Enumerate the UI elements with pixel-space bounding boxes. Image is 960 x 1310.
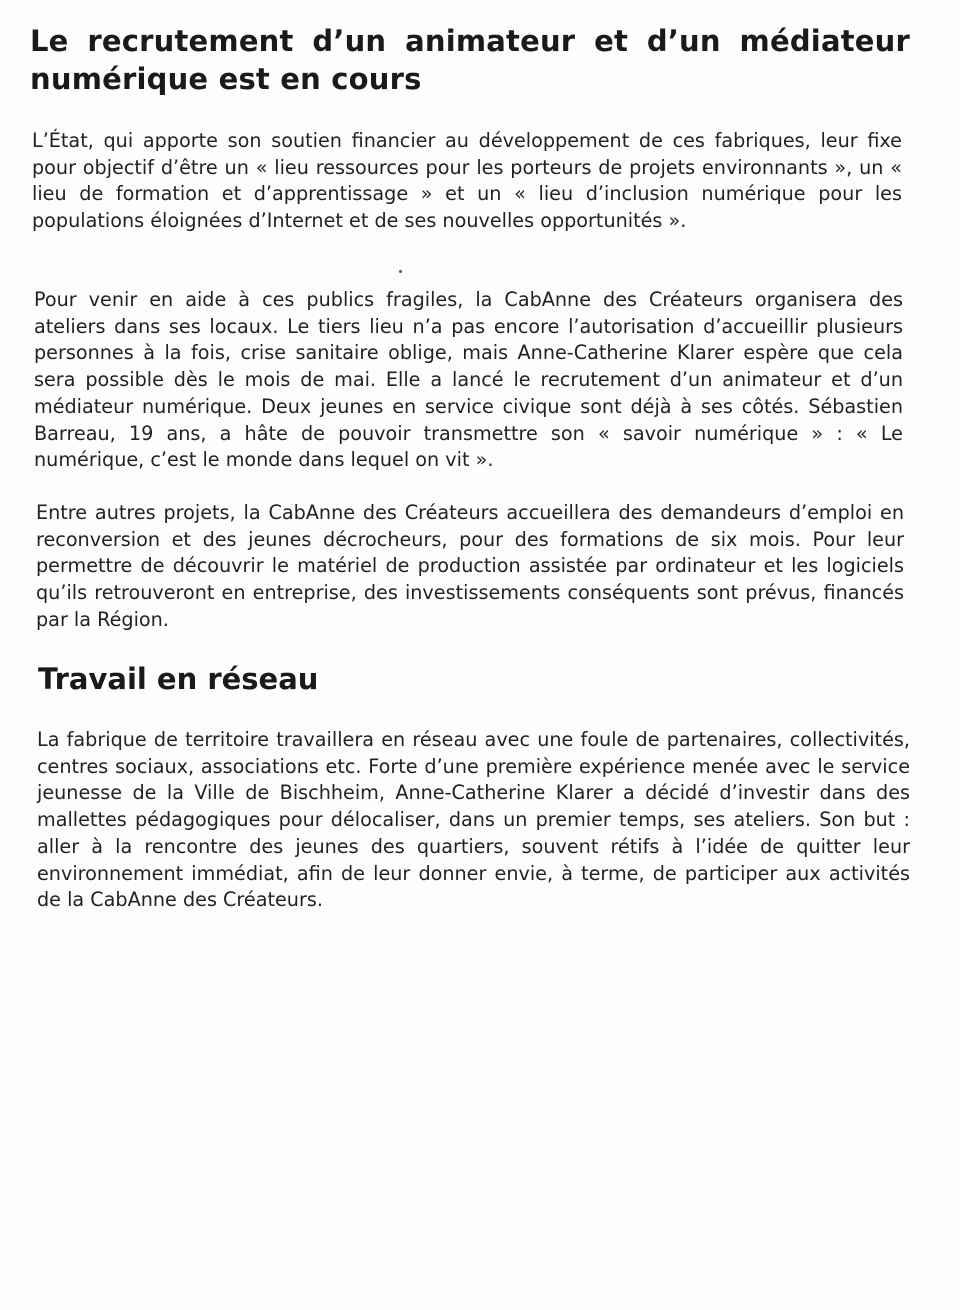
paragraph-workshops: Pour venir en aide à ces publics fragiles, la CabAnne des Créateurs organisera des ateliers dans ses locaux. Le tiers lieu n’a pas encore l’autorisation d’accueillir plusieurs personnes à la fois, crise sanitaire oblige, mais Anne-Catherine Klarer espère que cela sera possible dès le mois de mai. Elle a lancé le recrutement d’un animateur et d’un médiateur numérique. Deux jeunes en service civique sont déjà à ses côtés. Sébastien Barreau, 19 ans, a hâte de pouvoir transmettre son « savoir numérique » : « Le numérique, c’est le monde dans lequel on vit ». bbox=[34, 288, 903, 472]
scan-speck bbox=[399, 270, 402, 273]
section-heading-network: Travail en réseau bbox=[38, 662, 319, 696]
paragraph-network-work: La fabrique de territoire travaillera en réseau avec une foule de partenaires, collectivités, centres sociaux, associations etc. Forte d’une première expérience menée avec le service jeunesse de la Ville de Bischheim, Anne-Catherine Klarer a décidé d’investir dans des mallettes pédagogiques pour délocaliser, dans un premier temps, ses ateliers. Son but : aller à la rencontre des jeunes des quartiers, souvent rétifs à l’idée de quitter leur environnement immédiat, afin de leur donner envie, à terme, de participer aux activités de la CabAnne des Créateurs. bbox=[37, 728, 910, 912]
paragraph-other-projects: Entre autres projets, la CabAnne des Créateurs accueillera des demandeurs d’emploi en reconversion et des jeunes décrocheurs, pour des formations de six mois. Pour leur permettre de découvrir le matériel de production assistée par ordinateur et les logiciels qu’ils retrouveront en entreprise, des investissements conséquents sont prévus, financés par la Région. bbox=[36, 501, 904, 631]
paragraph-state-objectives: L’État, qui apporte son soutien financier au développement de ces fabriques, leur fixe pour objectif d’être un « lieu ressources pour les porteurs de projets environnants », un « lieu de formation et d’apprentissage » et un « lieu d’inclusion numérique pour les populations éloignées d’Internet et de ses nouvelles opportunités ». bbox=[32, 129, 902, 233]
section-heading-recruitment: Le recrutement d’un animateur et d’un médiateur numérique est en cours bbox=[30, 24, 910, 96]
